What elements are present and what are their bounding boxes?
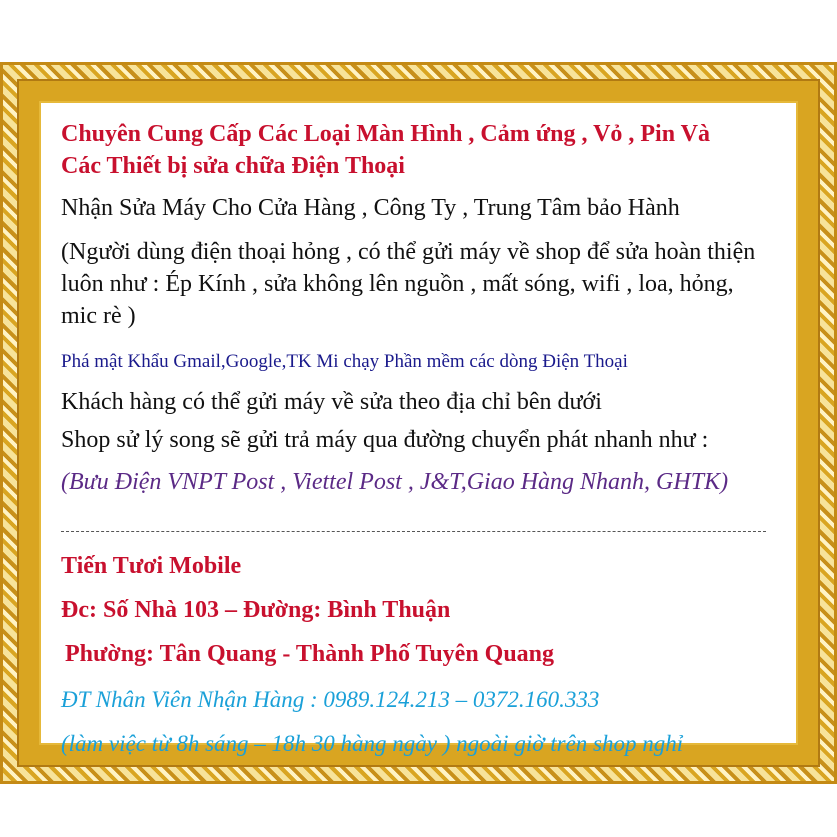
note-line-2: luôn như : Ép Kính , sửa không lên nguồn , mất sóng, wifi , loa, hỏng,	[61, 271, 734, 297]
heading-line-2: Các Thiết bị sửa chữa Điện Thoại	[61, 153, 405, 179]
gold-frame-inner	[17, 79, 820, 767]
note-line-3: mic rè )	[61, 303, 136, 329]
shop-name: Tiến Tươi Mobile	[61, 553, 242, 579]
dashed-divider	[61, 531, 766, 532]
heading-line-1: Chuyên Cung Cấp Các Loại Màn Hình , Cảm ứng , Vỏ , Pin Và	[61, 121, 710, 147]
send-line: Khách hàng có thể gửi máy về sửa theo địa chỉ bên dưới	[61, 389, 602, 415]
carriers-line: (Bưu Điện VNPT Post , Viettel Post , J&T,Giao Hàng Nhanh, GHTK)	[61, 469, 729, 495]
note-line-1: (Người dùng điện thoại hỏng , có thể gửi máy về shop để sửa hoàn thiện	[61, 239, 756, 265]
shop-phone: ĐT Nhân Viên Nhận Hàng : 0989.124.213 – 0372.160.333	[61, 687, 600, 712]
service-line: Nhận Sửa Máy Cho Cửa Hàng , Công Ty , Trung Tâm bảo Hành	[61, 195, 680, 221]
return-line: Shop sử lý song sẽ gửi trả máy qua đường chuyển phát nhanh như :	[61, 427, 709, 453]
gold-frame	[0, 62, 837, 784]
content-panel	[39, 101, 798, 756]
shop-address-line-1: Đc: Số Nhà 103 – Đường: Bình Thuận	[61, 597, 451, 623]
shop-hours: (làm việc từ 8h sáng – 18h 30 hàng ngày ) ngoài giờ trên shop nghỉ	[61, 731, 684, 756]
shop-address-line-2: Phường: Tân Quang - Thành Phố Tuyên Quang	[65, 641, 555, 667]
unlock-line: Phá mật Khẩu Gmail,Google,TK Mi chạy Phần mềm các dòng Điện Thoại	[61, 351, 628, 372]
